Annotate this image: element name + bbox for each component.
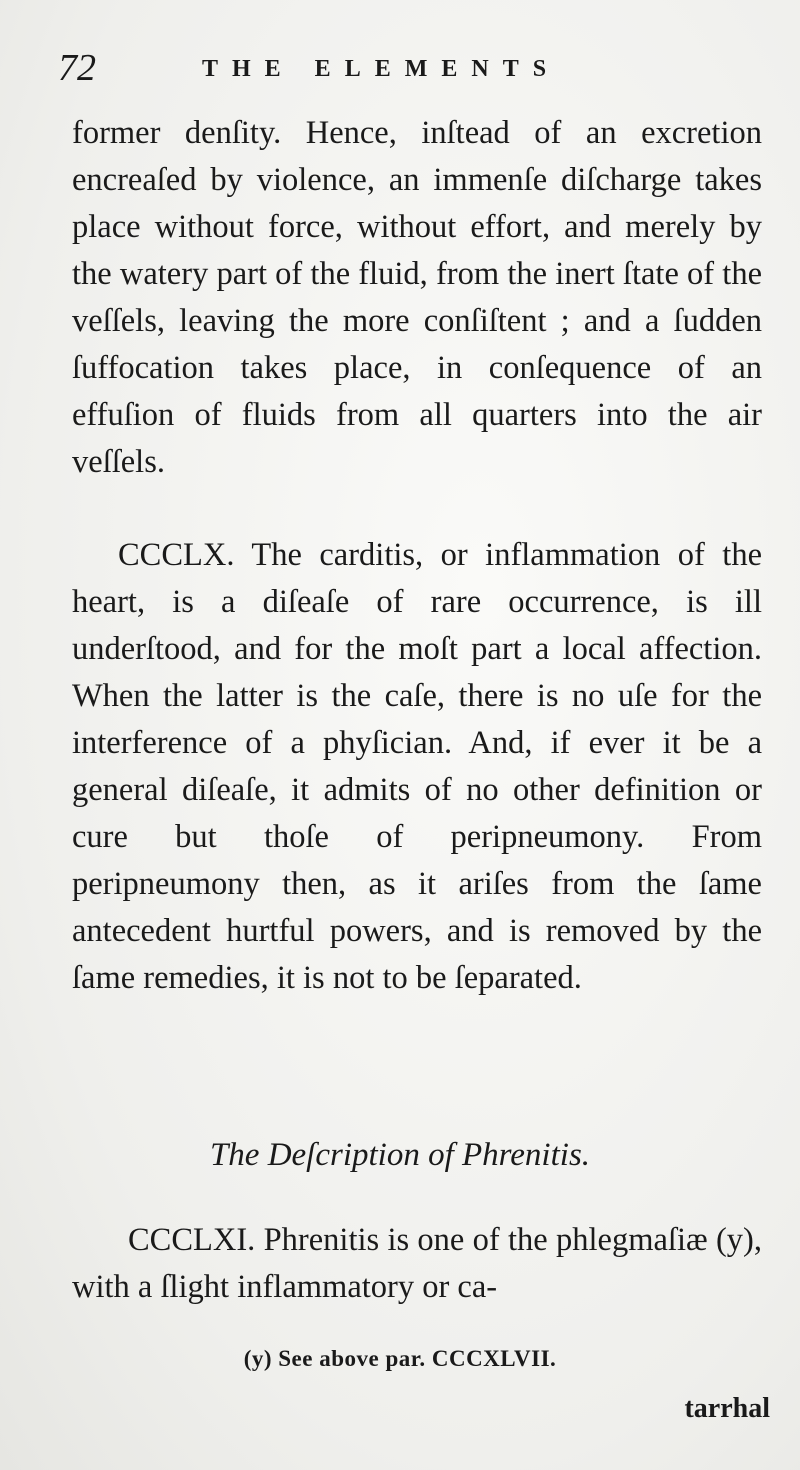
- paragraph-ccclx: CCCLX. The carditis, or inflammation of the heart, is a diſeaſe of rare occurrence, is ill underſtood, and for the moſt part a local affection. When the latter is the caſe, there is no uſe for the interference of a phyſician. And, if ever it be a general diſeaſe, it admits of no other definition or cure but thoſe of peripneumony. From peripneumony then, as it ariſes from the ſame antecedent hurtful powers, and is removed by the ſame remedies, it is not to be ſeparated.: [72, 537, 762, 996]
- footnote: (y) See above par. CCCXLVII.: [243, 1346, 557, 1371]
- page-number: 72: [58, 47, 96, 89]
- paragraph-ccclxi: CCCLXI. Phrenitis is one of the phlegmaſiæ (y), with a ſlight inflammatory or ca-: [72, 1222, 762, 1305]
- section-title: The Deſcription of Phrenitis.: [209, 1137, 591, 1173]
- catchword: tarrhal: [684, 1393, 770, 1424]
- paragraph-continued: former denſity. Hence, inſtead of an excretion encreaſed by violence, an immenſe diſcharge takes place without force, without effort, and merely by the watery part of the fluid, from the inert ſtate of the veſſels, leaving the more conſiſtent ; and a ſudden ſuffocation takes place, in conſequence of an effuſion of fluids from all quarters into the air veſſels.: [72, 115, 762, 480]
- running-head: THE ELEMENTS: [202, 56, 561, 82]
- page-header: [58, 46, 758, 96]
